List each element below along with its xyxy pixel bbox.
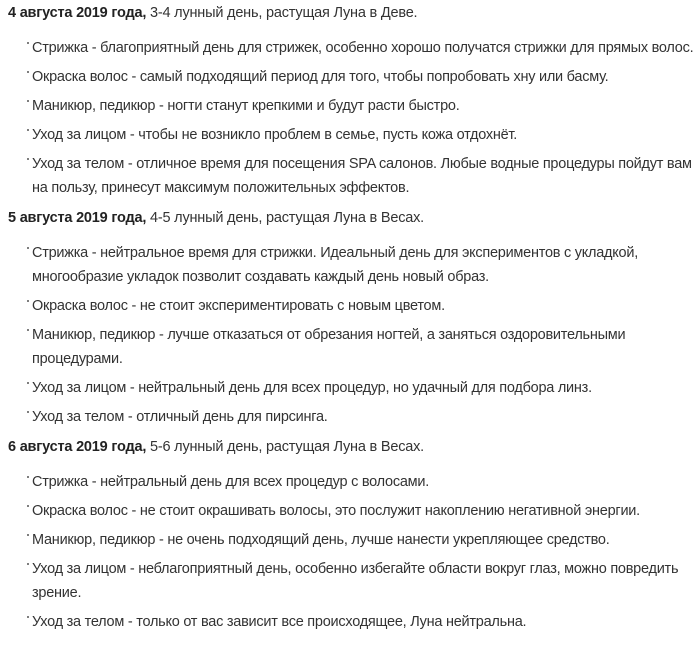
list-item: [8, 65, 700, 89]
bullet-icon: [27, 411, 29, 413]
tip-text: Маникюр, педикюр - лучше отказаться от обрезания ногтей, а заняться оздоровительными процедурами.: [32, 327, 626, 367]
tip-text: Стрижка - нейтральное время для стрижки. Идеальный день для экспериментов с укладкой, многообразие укладок позволит создавать каждый день новый образ.: [32, 245, 638, 285]
list-item: [8, 241, 700, 289]
list-item: [8, 528, 700, 552]
list-item: [8, 610, 700, 634]
list-item: [8, 94, 700, 118]
day-heading: [8, 205, 700, 228]
list-item: [8, 405, 700, 429]
bullet-icon: [27, 247, 29, 249]
list-item: [8, 376, 700, 400]
bullet-icon: [27, 616, 29, 618]
tip-text: Уход за телом - отличный день для пирсинга.: [32, 409, 328, 425]
bullet-icon: [27, 100, 29, 102]
day-date: 4 августа 2019 года,: [8, 5, 147, 21]
list-item: [8, 294, 700, 318]
bullet-icon: [27, 476, 29, 478]
day-heading: [8, 434, 700, 457]
tip-text: Уход за телом - отличное время для посещения SPA салонов. Любые водные процедуры пойдут вам на пользу, принесут максимум положительных эффектов.: [32, 156, 692, 196]
tip-text: Маникюр, педикюр - ногти станут крепкими и будут расти быстро.: [32, 98, 460, 114]
tip-text: Стрижка - нейтральный день для всех процедур с волосами.: [32, 474, 430, 490]
list-item: [8, 123, 700, 147]
tips-list: [8, 470, 700, 634]
bullet-icon: [27, 300, 29, 302]
day-section: [8, 0, 700, 200]
tip-text: Окраска волос - не стоит экспериментировать с новым цветом.: [32, 298, 445, 314]
bullet-icon: [27, 382, 29, 384]
bullet-icon: [27, 71, 29, 73]
bullet-icon: [27, 158, 29, 160]
tips-list: [8, 36, 700, 200]
list-item: [8, 152, 700, 200]
list-item: [8, 499, 700, 523]
tip-text: Окраска волос - самый подходящий период для того, чтобы попробовать хну или басму.: [32, 69, 609, 85]
bullet-icon: [27, 329, 29, 331]
day-description: 3-4 лунный день, растущая Луна в Деве.: [146, 5, 418, 21]
bullet-icon: [27, 129, 29, 131]
tip-text: Уход за телом - только от вас зависит все происходящее, Луна нейтральна.: [32, 614, 527, 630]
list-item: [8, 36, 700, 60]
tip-text: Уход за лицом - чтобы не возникло проблем в семье, пусть кожа отдохнёт.: [32, 127, 517, 143]
day-section: [8, 434, 700, 634]
tip-text: Уход за лицом - нейтральный день для всех процедур, но удачный для подбора линз.: [32, 380, 592, 396]
day-date: 6 августа 2019 года,: [8, 439, 147, 455]
day-description: 5-6 лунный день, растущая Луна в Весах.: [146, 439, 425, 455]
tips-list: [8, 241, 700, 429]
bullet-icon: [27, 534, 29, 536]
tip-text: Окраска волос - не стоит окрашивать волосы, это послужит накоплению негативной энергии.: [32, 503, 640, 519]
tip-text: Маникюр, педикюр - не очень подходящий день, лучше нанести укрепляющее средство.: [32, 532, 610, 548]
tip-text: Уход за лицом - неблагоприятный день, особенно избегайте области вокруг глаз, можно повредить зрение.: [32, 561, 679, 601]
list-item: [8, 557, 700, 605]
day-date: 5 августа 2019 года,: [8, 210, 147, 226]
day-description: 4-5 лунный день, растущая Луна в Весах.: [146, 210, 425, 226]
list-item: [8, 323, 700, 371]
day-heading: [8, 0, 700, 23]
tip-text: Стрижка - благоприятный день для стрижек, особенно хорошо получатся стрижки для прямых волос.: [32, 40, 694, 56]
day-section: [8, 205, 700, 429]
bullet-icon: [27, 563, 29, 565]
bullet-icon: [27, 505, 29, 507]
list-item: [8, 470, 700, 494]
bullet-icon: [27, 42, 29, 44]
